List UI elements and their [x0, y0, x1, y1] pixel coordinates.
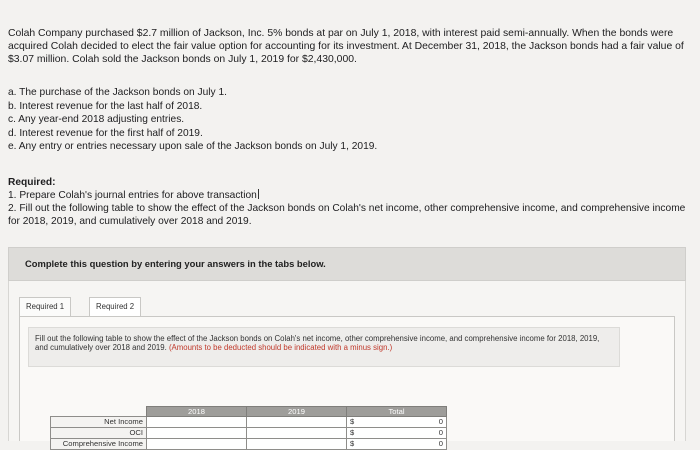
tab-required-2[interactable]: Required 2	[89, 297, 141, 317]
required-item-1: 1. Prepare Colah's journal entries for above transaction	[8, 190, 257, 201]
comprehensive-income-2018-field[interactable]	[150, 439, 243, 448]
tab-required-1[interactable]: Required 1	[19, 297, 71, 317]
net-income-total	[347, 417, 447, 428]
comprehensive-income-2019-input[interactable]	[247, 439, 347, 450]
problem-part-b: b. Interest revenue for the last half of 2018.	[8, 100, 203, 112]
comprehensive-income-total	[347, 439, 447, 450]
comprehensive-income-2019-field[interactable]	[250, 439, 343, 448]
row-label-oci: OCI	[51, 428, 147, 439]
dollar-sign: $	[350, 439, 355, 448]
problem-part-e: e. Any entry or entries necessary upon sale of the Jackson bonds on July 1, 2019.	[8, 141, 378, 153]
problem-part-d: d. Interest revenue for the first half of 2019.	[8, 127, 203, 139]
comprehensive-income-2018-input[interactable]	[147, 439, 247, 450]
net-income-2019-field[interactable]	[250, 417, 343, 426]
oci-2018-field[interactable]	[150, 428, 243, 437]
tab-panel-required-2	[19, 317, 675, 448]
net-income-2019-input[interactable]	[247, 417, 347, 428]
dollar-sign: $	[350, 417, 355, 426]
problem-part-c: c. Any year-end 2018 adjusting entries.	[8, 114, 185, 126]
table-row	[51, 428, 447, 439]
oci-total-value: 0	[438, 428, 443, 437]
net-income-2018-field[interactable]	[150, 417, 243, 426]
complete-instruction-bar: Complete this question by entering your answers in the tabs below.	[8, 247, 686, 281]
required-item-2: 2. Fill out the following table to show the effect of the Jackson bonds on Colah's net income, other comprehensive income, and comprehensive income for 2018, 2019, and cumulatively over 2018 and 2019.	[8, 203, 686, 227]
table-row	[51, 417, 447, 428]
tabs-area	[8, 281, 686, 448]
oci-2019-field[interactable]	[250, 428, 343, 437]
net-income-total-value: 0	[438, 417, 443, 426]
problem-parts-list	[8, 86, 377, 154]
table-header-blank	[51, 407, 147, 417]
problem-part-a: a. The purchase of the Jackson bonds on July 1.	[8, 87, 227, 98]
oci-total	[347, 428, 447, 439]
dollar-sign: $	[350, 428, 355, 437]
oci-2018-input[interactable]	[147, 428, 247, 439]
table-header-2018: 2018	[147, 407, 247, 417]
effect-table	[50, 406, 447, 450]
problem-intro: Colah Company purchased $2.7 million of Jackson, Inc. 5% bonds at par on July 1, 2018, with interest paid semi-annually. When the bonds were acquired Colah decided to elect the fair value option for accounting for its investment. At December 31, 2018, the Jackson bonds had a fair value of $3.07 million. Colah sold the Jackson bonds on July 1, 2019 for $2,430,000.	[8, 28, 684, 65]
text-cursor	[258, 189, 259, 199]
row-label-net-income: Net Income	[51, 417, 147, 428]
required-heading: Required:	[8, 177, 56, 188]
table-header-2019: 2019	[247, 407, 347, 417]
table-header-total: Total	[347, 407, 447, 417]
required-section	[8, 176, 688, 228]
instruction-note: (Amounts to be deducted should be indicated with a minus sign.)	[168, 343, 393, 353]
table-header-row	[51, 407, 447, 417]
instruction-text: Fill out the following table to show the effect of the Jackson bonds on Colah's net income, other comprehensive income, and comprehensive income for 2018, 2019, and cumulatively over 2018 and 2019.	[35, 334, 600, 353]
oci-2019-input[interactable]	[247, 428, 347, 439]
net-income-2018-input[interactable]	[147, 417, 247, 428]
comprehensive-income-total-value: 0	[438, 439, 443, 448]
instruction-box	[28, 327, 620, 367]
row-label-comprehensive-income: Comprehensive Income	[51, 439, 147, 450]
table-row	[51, 439, 447, 450]
